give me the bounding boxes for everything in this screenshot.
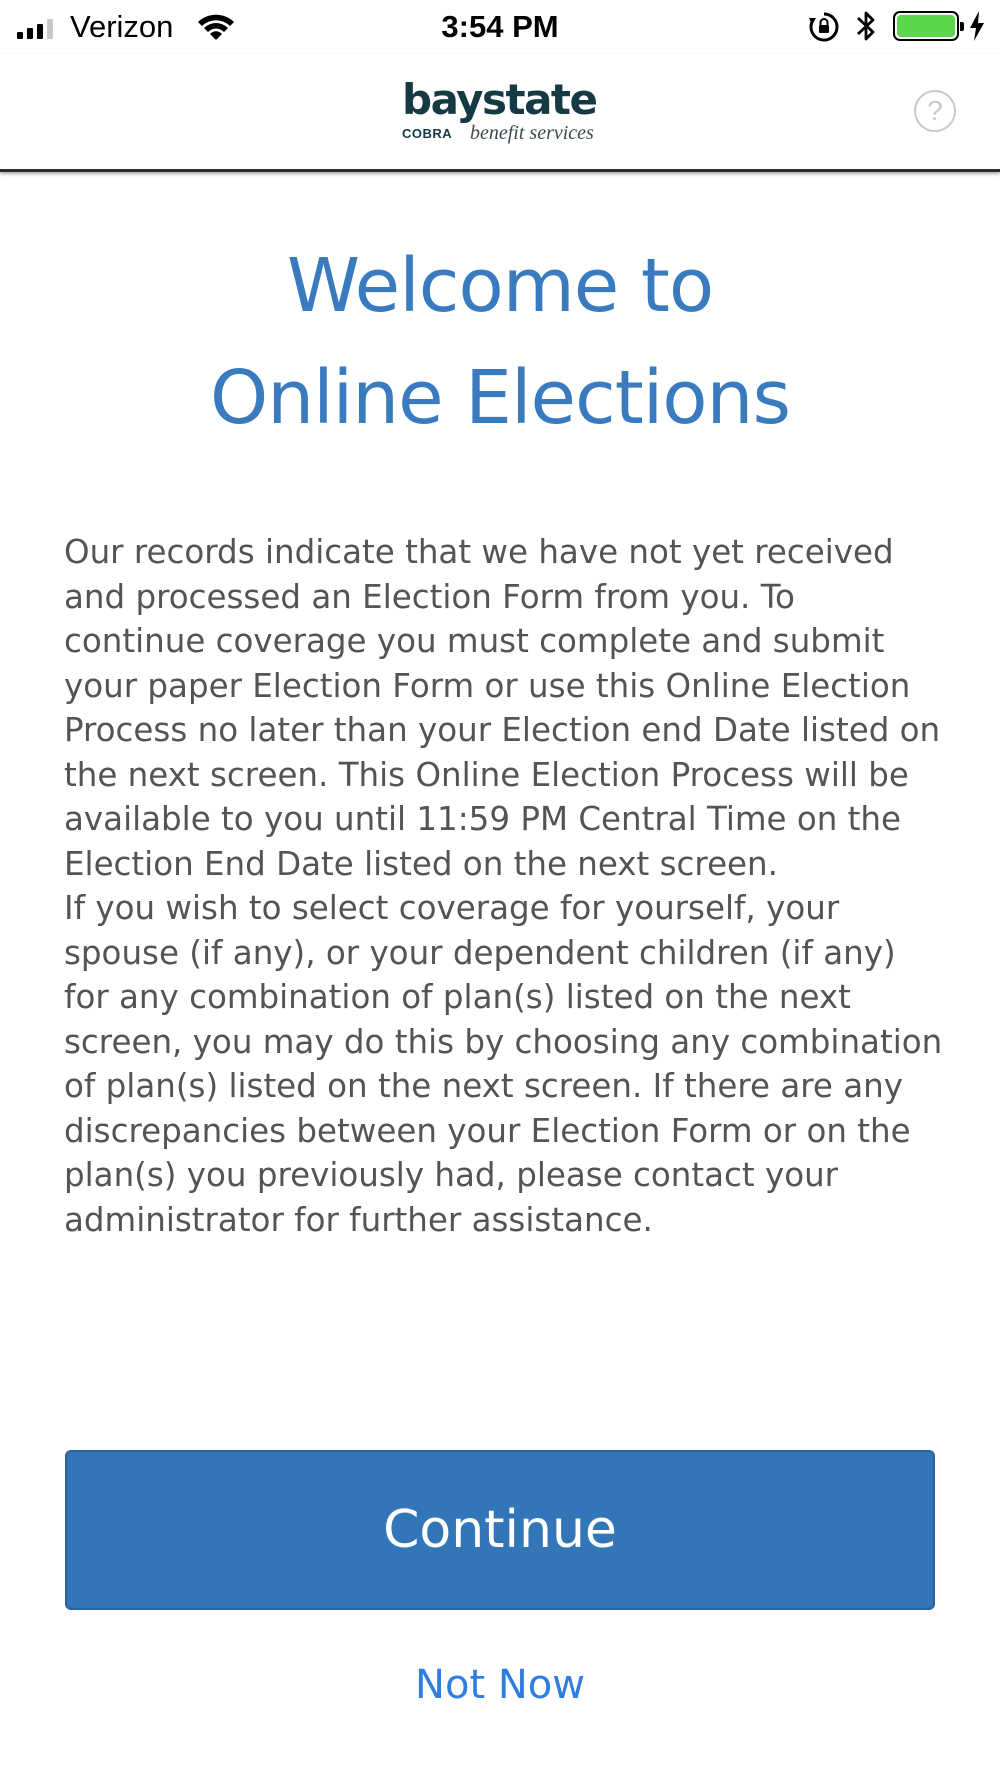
logo-cobra-tag: COBRA — [402, 126, 453, 141]
title-line-1: Welcome to — [286, 243, 714, 329]
app-header — [0, 54, 1000, 172]
battery-icon — [893, 11, 959, 41]
not-now-link[interactable]: Not Now — [415, 1662, 585, 1708]
rotation-lock-icon — [808, 11, 840, 48]
status-time: 3:54 PM — [441, 9, 559, 44]
election-info-text: Our records indicate that we have not yet received and processed an Election Form from you. To continue coverage you must complete and submit your paper Election Form or use this Online Election Process no later than your Election end Date listed on the next screen. This Online Election Process will be available to you until 11:59 PM Central Time on the Election End Date listed on the next screen. If you wish to select coverage for yourself, your spouse (if any), or your dependent children (if any) for any combination of plan(s) listed on the next screen, you may do this by choosing any combination of plan(s) listed on the next screen. If there are any discrepancies between your Election Form or on the plan(s) you previously had, please contact your administrator for further assistance. — [64, 533, 943, 1239]
bluetooth-icon — [855, 9, 877, 48]
title-line-2: Online Elections — [209, 355, 791, 441]
charging-bolt-icon — [968, 10, 986, 47]
logo-subtitle: benefit services — [470, 122, 594, 144]
baystate-logo — [398, 76, 608, 156]
help-icon[interactable]: ? — [914, 90, 956, 132]
battery-fill — [897, 15, 955, 37]
status-bar — [0, 0, 1000, 54]
page-title — [0, 230, 1000, 454]
carrier-name: Verizon — [70, 9, 174, 44]
logo-wordmark: baystate — [402, 75, 597, 124]
continue-button[interactable]: Continue — [65, 1450, 935, 1610]
